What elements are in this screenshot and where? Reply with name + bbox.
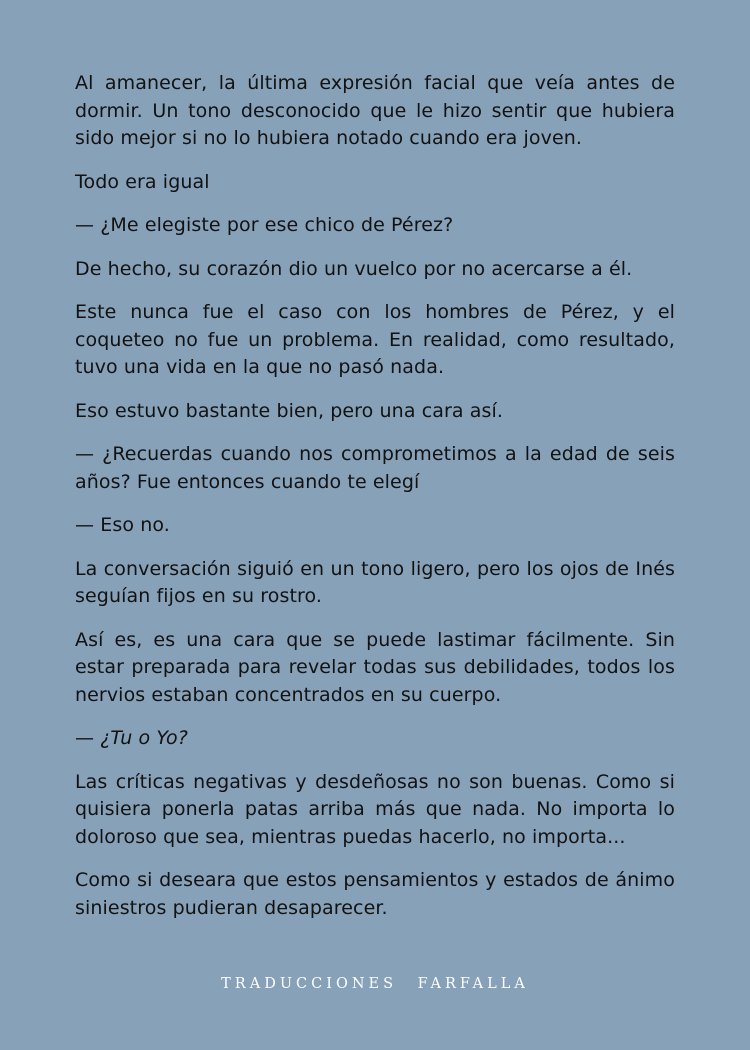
paragraph-4: Este nunca fue el caso con los hombres de Pérez, y el coqueteo no fue un problema. En realidad, como resultado, tuvo una vida en la que no pasó nada. [75,301,675,378]
paragraph-9: Como si deseara que estos pensamientos y estados de ánimo siniestros pudieran desaparecer. [75,869,675,919]
italic-dash: — [75,727,101,749]
paragraph-1: Al amanecer, la última expresión facial que veía antes de dormir. Un tono desconocido que le hizo sentir que hubiera sido mejor si no lo hubiera notado cuando era joven. [75,72,675,149]
dialogue-line-3: — Eso no. [75,514,170,536]
paragraph-6: La conversación siguió en un tono ligero, pero los ojos de Inés seguían fijos en su rostro. [75,557,675,607]
paragraph-3: De hecho, su corazón dio un vuelco por no acercarse a él. [75,257,633,280]
italic-dialogue-text: ¿Tu o Yo? [100,727,188,749]
paragraph-7: Así es, es una cara que se puede lastimar fácilmente. Sin estar preparada para revelar todas sus debilidades, todos los nervios estaban concentrados en su cuerpo. [75,628,675,706]
paragraph-5: Eso estuvo bastante bien, pero una cara así. [75,399,504,422]
dialogue-line-2: — ¿Recuerdas cuando nos comprometimos a la edad de seis años? Fue entonces cuando te elegí [75,443,675,493]
page-body [75,70,675,938]
paragraph-8: Las críticas negativas y desdeñosas no son buenas. Como si quisiera ponerla patas arriba más que nada. No importa lo doloroso que sea, mientras puedas hacerlo, no importa... [75,770,675,848]
italic-dialogue-line [75,725,675,753]
dialogue-line-1: — ¿Me elegiste por ese chico de Pérez? [75,214,454,236]
translator-credit: TRADUCCIONES FARFALLA [221,976,529,992]
paragraph-2: Todo era igual [75,170,210,193]
